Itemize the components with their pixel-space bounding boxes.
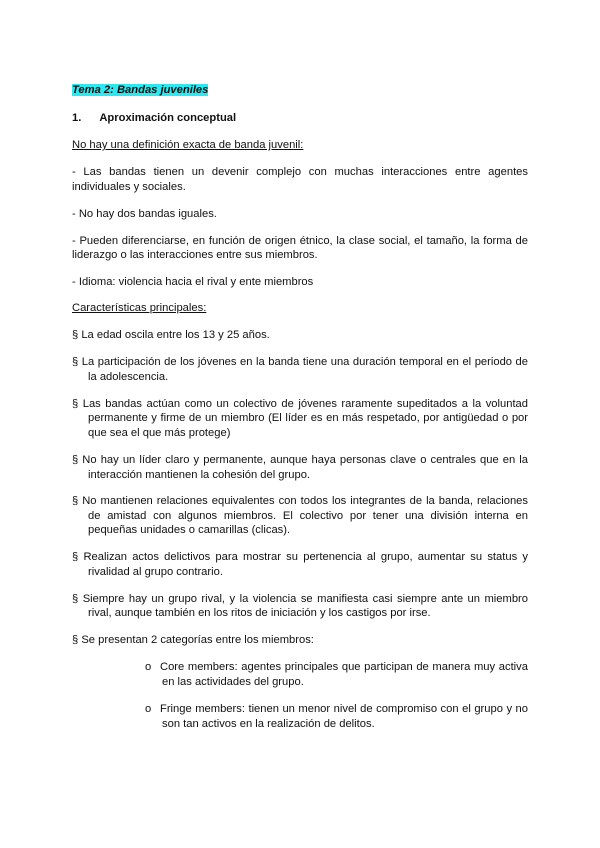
characteristic-item-cont: de amistad con algunos miembros. El colectivo por tener una división interna en bbox=[88, 510, 528, 522]
characteristic-item: § Se presentan 2 categorías entre los miembros: bbox=[72, 634, 314, 646]
definition-item: - No hay dos bandas iguales. bbox=[72, 208, 217, 220]
characteristic-item-cont: rivalidad al grupo contrario. bbox=[88, 566, 223, 578]
section-title: Aproximación conceptual bbox=[99, 112, 237, 124]
definition-item: - Las bandas tienen un devenir complejo con muchas interacciones entre agentes bbox=[72, 166, 528, 178]
characteristic-item-cont: que sea el que más protege) bbox=[88, 427, 231, 439]
characteristic-item: § Realizan actos delictivos para mostrar su pertenencia al grupo, aumentar su status y bbox=[72, 551, 528, 563]
characteristic-item: § Siempre hay un grupo rival, y la violencia se manifiesta casi siempre ante un miembro bbox=[72, 593, 528, 605]
definition-item-cont: liderazgo o las interacciones entre sus miembros. bbox=[72, 249, 318, 261]
subitem: Core members: agentes principales que participan de manera muy activa bbox=[160, 661, 528, 673]
section-heading bbox=[72, 111, 236, 125]
subitem-cont: en las actividades del grupo. bbox=[162, 676, 304, 688]
subitem-bullet: o bbox=[145, 703, 152, 715]
document-title: Tema 2: Bandas juveniles bbox=[72, 84, 209, 96]
characteristic-item: § La edad oscila entre los 13 y 25 años. bbox=[72, 329, 270, 341]
section-number: 1. bbox=[72, 112, 82, 124]
definition-item: - Idioma: violencia hacia el rival y ente miembros bbox=[72, 276, 314, 288]
characteristic-item-cont: permanente y firme de un miembro (El líder es en más respetado, por antigüedad o por bbox=[88, 412, 528, 424]
characteristic-item: § No hay un líder claro y permanente, aunque haya personas clave o centrales que en la bbox=[72, 454, 528, 466]
definition-heading: No hay una definición exacta de banda juvenil: bbox=[72, 139, 304, 151]
subitem-bullet: o bbox=[145, 661, 152, 673]
characteristic-item-cont: la adolescencia. bbox=[88, 371, 169, 383]
characteristic-item-cont: rival, aunque también en los ritos de iniciación y los castigos por irse. bbox=[88, 607, 431, 619]
characteristic-item: § Las bandas actúan como un colectivo de jóvenes raramente supeditados a la voluntad bbox=[72, 398, 528, 410]
subitem-cont: son tan activos en la realización de delitos. bbox=[162, 718, 375, 730]
characteristic-item-cont: pequeñas unidades o camarillas (clicas). bbox=[88, 524, 291, 536]
definition-item-cont: individuales y sociales. bbox=[72, 181, 186, 193]
characteristics-heading: Características principales: bbox=[72, 302, 207, 314]
subitem: Fringe members: tienen un menor nivel de compromiso con el grupo y no bbox=[160, 703, 528, 715]
definition-item: - Pueden diferenciarse, en función de origen étnico, la clase social, el tamaño, la forma de bbox=[72, 235, 528, 247]
characteristic-item: § No mantienen relaciones equivalentes con todos los integrantes de la banda, relaciones bbox=[72, 495, 528, 507]
characteristic-item: § La participación de los jóvenes en la banda tiene una duración temporal en el periodo de bbox=[72, 356, 528, 368]
characteristic-item-cont: interacción mantienen la cohesión del grupo. bbox=[88, 469, 311, 481]
